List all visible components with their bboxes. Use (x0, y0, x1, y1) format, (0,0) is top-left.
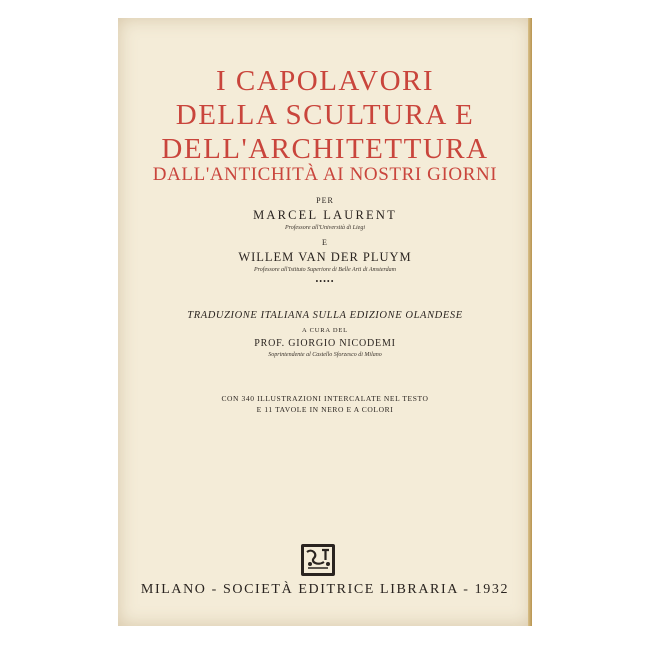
title-line-3: DELL'ARCHITETTURA (161, 133, 489, 165)
a-cura-label: A CURA DEL (302, 327, 348, 334)
author-2-affiliation: Professore all'Istituto Superiore di Belle Arti di Amsterdam (254, 267, 396, 273)
per-label: PER (316, 196, 334, 205)
editor-affiliation: Soprintendente al Castello Sforzesco di Milano (268, 352, 382, 358)
separator-dots: ••••• (315, 277, 335, 286)
author-2-name: WILLEM VAN DER PLUYM (238, 250, 412, 264)
subtitle: DALL'ANTICHITÀ AI NOSTRI GIORNI (152, 164, 498, 185)
translation-line: TRADUZIONE ITALIANA SULLA EDIZIONE OLANDESE (187, 310, 463, 321)
illustrations-line-2: E 11 TAVOLE IN NERO E A COLORI (256, 405, 394, 414)
author-1-affiliation: Professore all'Università di Liegi (284, 225, 365, 231)
imprint-line: MILANO - SOCIETÀ EDITRICE LIBRARIA - 1932 (140, 582, 510, 597)
title-page (118, 18, 532, 626)
title-line-1: I CAPOLAVORI (215, 65, 435, 97)
publisher-mark-icon (298, 540, 338, 580)
conjunction-e: E (322, 238, 328, 247)
editor-name: PROF. GIORGIO NICODEMI (254, 338, 396, 349)
illustrations-line-1: CON 340 ILLUSTRAZIONI INTERCALATE NEL TESTO (221, 394, 429, 403)
author-1-name: MARCEL LAURENT (253, 208, 397, 222)
title-line-2: DELLA SCULTURA E (175, 99, 475, 131)
